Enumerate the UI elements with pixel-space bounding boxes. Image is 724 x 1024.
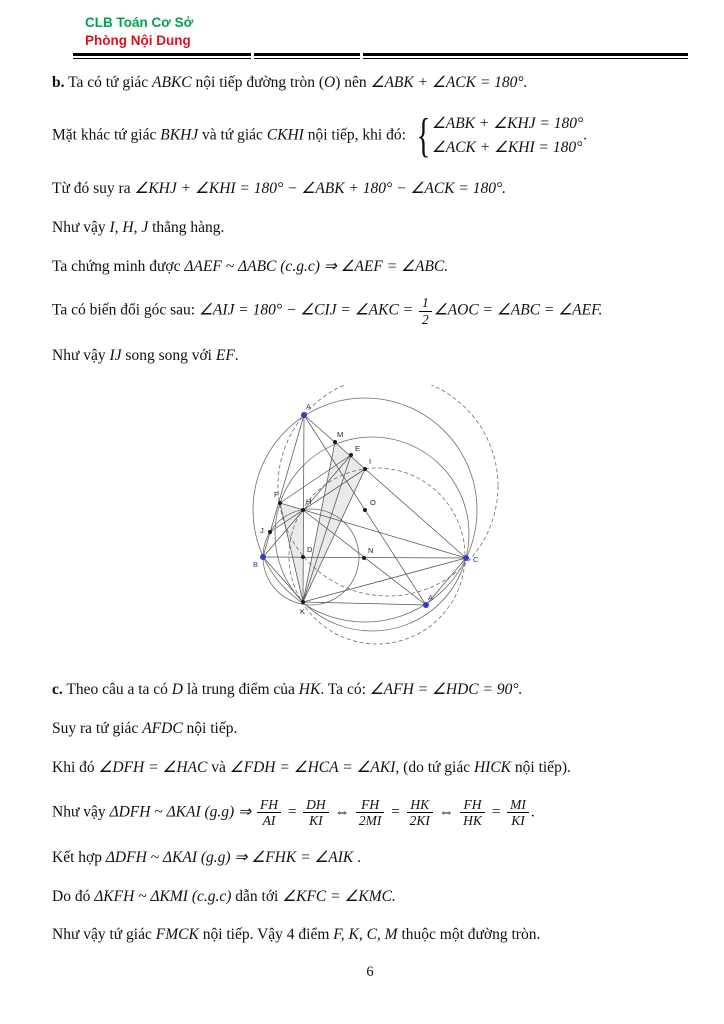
fraction-denominator: HK — [463, 813, 482, 829]
math-run: = — [386, 803, 405, 821]
paragraph — [52, 925, 688, 945]
math-run: ΔDFH ~ ΔKAI (g.g) ⇒ ∠FHK = ∠AIK — [105, 848, 354, 866]
fraction-denominator: 2MI — [358, 813, 382, 829]
equation-system — [412, 108, 584, 162]
department-name: Phòng Nội Dung — [85, 32, 191, 48]
text-run: dẫn tới — [231, 887, 283, 905]
math-run: ∠AIJ = 180° − ∠CIJ = ∠AKC = — [199, 301, 418, 319]
text-run: Như vậy — [52, 347, 110, 365]
text-run: Như vậy — [52, 218, 110, 236]
text-run: . — [234, 347, 239, 365]
paragraph — [52, 257, 688, 277]
text-run: thuộc một đường tròn. — [397, 926, 541, 944]
point-A' — [423, 602, 429, 608]
point-N — [362, 556, 366, 560]
point-E — [349, 453, 353, 457]
point-label-C: C — [473, 555, 479, 565]
math-run: D — [171, 681, 183, 699]
point-label-B: B — [253, 560, 259, 570]
text-run: . — [583, 126, 588, 144]
text-run: Kết hợp — [52, 848, 106, 866]
text-run: . — [530, 803, 535, 821]
math-run: ∠AFH = ∠HDC = 90°. — [369, 681, 523, 699]
math-run: = — [486, 803, 506, 821]
math-run: ΔKFH ~ ΔKMI (c.g.c) — [94, 887, 232, 905]
paragraph — [52, 73, 688, 93]
point-label-F: F — [274, 490, 279, 500]
fraction-denominator: KI — [511, 813, 525, 829]
fraction-denominator: 2KI — [409, 813, 430, 829]
shaded-triangle-MIK — [303, 442, 365, 602]
math-run: ∠AOC = ∠ABC = ∠AEF. — [433, 301, 603, 319]
separator-segment — [363, 53, 688, 59]
system-equation: ∠ABK + ∠KHJ = 180° — [431, 114, 584, 132]
math-run: CKHI — [266, 126, 304, 144]
text-run: Ta có tứ giác — [64, 74, 153, 92]
math-run: ΔDFH ~ ΔKAI (g.g) ⇒ — [109, 803, 255, 821]
system-equation: ∠ACK + ∠KHI = 180° — [431, 139, 583, 157]
text-run: và — [207, 758, 230, 776]
text-run: Ta chứng minh được — [52, 257, 185, 275]
fraction — [507, 797, 529, 829]
paragraph — [52, 719, 688, 739]
math-run: I, H, J — [109, 218, 149, 236]
fraction-numerator: FH — [356, 797, 385, 814]
paragraph — [52, 887, 688, 907]
point-label-O: O — [370, 498, 376, 508]
text-run: nội tiếp. — [182, 720, 238, 738]
fraction — [356, 797, 385, 829]
text-run: thẳng hàng. — [148, 218, 225, 236]
text-run: nội tiếp). — [511, 758, 571, 776]
paragraphs-bottom — [52, 680, 688, 945]
fraction-numerator: FH — [460, 797, 485, 814]
point-M — [333, 440, 337, 444]
point-label-N: N — [368, 546, 374, 556]
math-run: ∠ABK + ∠ACK = 180°. — [370, 74, 528, 92]
math-run: ∠FDH = ∠HCA = ∠AKI, — [229, 758, 400, 776]
math-run: IJ — [109, 347, 122, 365]
paragraph — [52, 218, 688, 238]
fraction — [407, 797, 433, 829]
math-run: HK — [298, 681, 321, 699]
point-A — [301, 412, 307, 418]
point-I — [363, 467, 367, 471]
point-J — [268, 530, 272, 534]
point-label-I: I — [369, 457, 372, 467]
math-run: EF — [215, 347, 235, 365]
fraction-denominator: AI — [262, 813, 276, 829]
text-run: và tứ giác — [198, 126, 267, 144]
text-run: nội tiếp, khi đó: — [303, 126, 410, 144]
fraction — [303, 797, 329, 829]
text-run: Ta có biến đổi góc sau: — [52, 301, 199, 319]
text-run: Từ đó suy ra — [52, 179, 135, 197]
text-run: Như vậy tứ giác — [52, 926, 156, 944]
text-run: nội tiếp đường tròn ( — [191, 74, 325, 92]
paragraph — [52, 797, 688, 829]
circle-AFDC — [278, 385, 498, 596]
bold-run: c. — [52, 681, 63, 699]
geometry-figure — [240, 385, 500, 657]
math-run: HICK — [473, 758, 512, 776]
point-label-M: M — [337, 430, 344, 440]
separator-segment — [73, 53, 251, 59]
fraction-numerator: MI — [507, 797, 529, 814]
fraction — [460, 797, 485, 829]
fraction-numerator: 1 — [419, 295, 432, 312]
paragraph — [52, 758, 688, 778]
math-run: AFDC — [142, 720, 183, 738]
paragraph — [52, 108, 688, 162]
text-run: song song với — [121, 347, 216, 365]
paragraph — [52, 680, 688, 700]
math-run: O — [324, 74, 336, 92]
math-run: ⇔ — [330, 803, 354, 821]
page-number: 6 — [366, 964, 374, 981]
club-name: CLB Toán Cơ Sở — [85, 15, 194, 30]
math-run: ∠KHJ + ∠KHI = 180° − ∠ABK + 180° − ∠ACK = 180°. — [134, 179, 507, 197]
paragraph — [52, 848, 688, 868]
header — [85, 14, 688, 49]
math-run: ∠KFC = ∠KMC. — [282, 887, 396, 905]
fraction — [257, 797, 281, 829]
point-F — [278, 501, 282, 505]
fraction — [419, 295, 432, 327]
text-run: Như vậy — [52, 803, 110, 821]
paragraphs-top — [52, 73, 688, 366]
segment-KC — [303, 558, 466, 602]
solution-body — [52, 73, 688, 981]
point-label-J: J — [260, 526, 264, 536]
point-H — [301, 508, 305, 512]
point-D — [301, 555, 305, 559]
point-label-H: H — [306, 497, 312, 507]
text-run: Mặt khác tứ giác — [52, 126, 161, 144]
text-run: Theo câu a ta có — [62, 681, 172, 699]
point-C — [463, 555, 469, 561]
point-label-D: D — [307, 545, 313, 555]
paragraph — [52, 179, 688, 199]
paragraph — [52, 295, 688, 327]
text-run: Do đó — [52, 887, 95, 905]
text-run: . — [353, 848, 362, 866]
fraction-numerator: DH — [303, 797, 329, 814]
text-run: Suy ra tứ giác — [52, 720, 143, 738]
separator-segment — [254, 53, 360, 59]
math-run: ∠DFH = ∠HAC — [98, 758, 208, 776]
text-run: ) nên — [335, 74, 371, 92]
math-run: FMCK — [155, 926, 199, 944]
fraction-numerator: FH — [257, 797, 281, 814]
math-run: ABKC — [152, 74, 192, 92]
text-run: . Ta có: — [320, 681, 370, 699]
text-run: (do tứ giác — [399, 758, 474, 776]
math-run: = — [282, 803, 302, 821]
fraction-denominator: KI — [309, 813, 323, 829]
text-run: nội tiếp. Vậy 4 điểm — [198, 926, 334, 944]
point-label-E: E — [355, 444, 361, 454]
point-B — [260, 554, 266, 560]
math-run: F, K, C, M — [333, 926, 398, 944]
bold-run: b. — [52, 74, 65, 92]
math-run: ΔAEF ~ ΔABC (c.g.c) ⇒ ∠AEF = ∠ABC. — [184, 257, 449, 275]
text-run: là trung điểm của — [183, 681, 299, 699]
figure-container — [52, 385, 688, 662]
point-O — [363, 508, 367, 512]
system-brace: { — [416, 108, 431, 162]
math-run: ⇔ — [434, 803, 459, 821]
system-rows — [432, 114, 583, 159]
point-K — [301, 600, 305, 604]
point-label-A': A' — [428, 593, 435, 603]
point-label-K: K — [300, 607, 306, 617]
fraction-denominator: 2 — [422, 311, 429, 327]
header-separator — [73, 53, 688, 59]
fraction-numerator: HK — [407, 797, 433, 814]
text-run: Khi đó — [52, 758, 99, 776]
math-run: BKHJ — [160, 126, 199, 144]
paragraph — [52, 346, 688, 366]
point-label-A: A — [306, 402, 312, 412]
